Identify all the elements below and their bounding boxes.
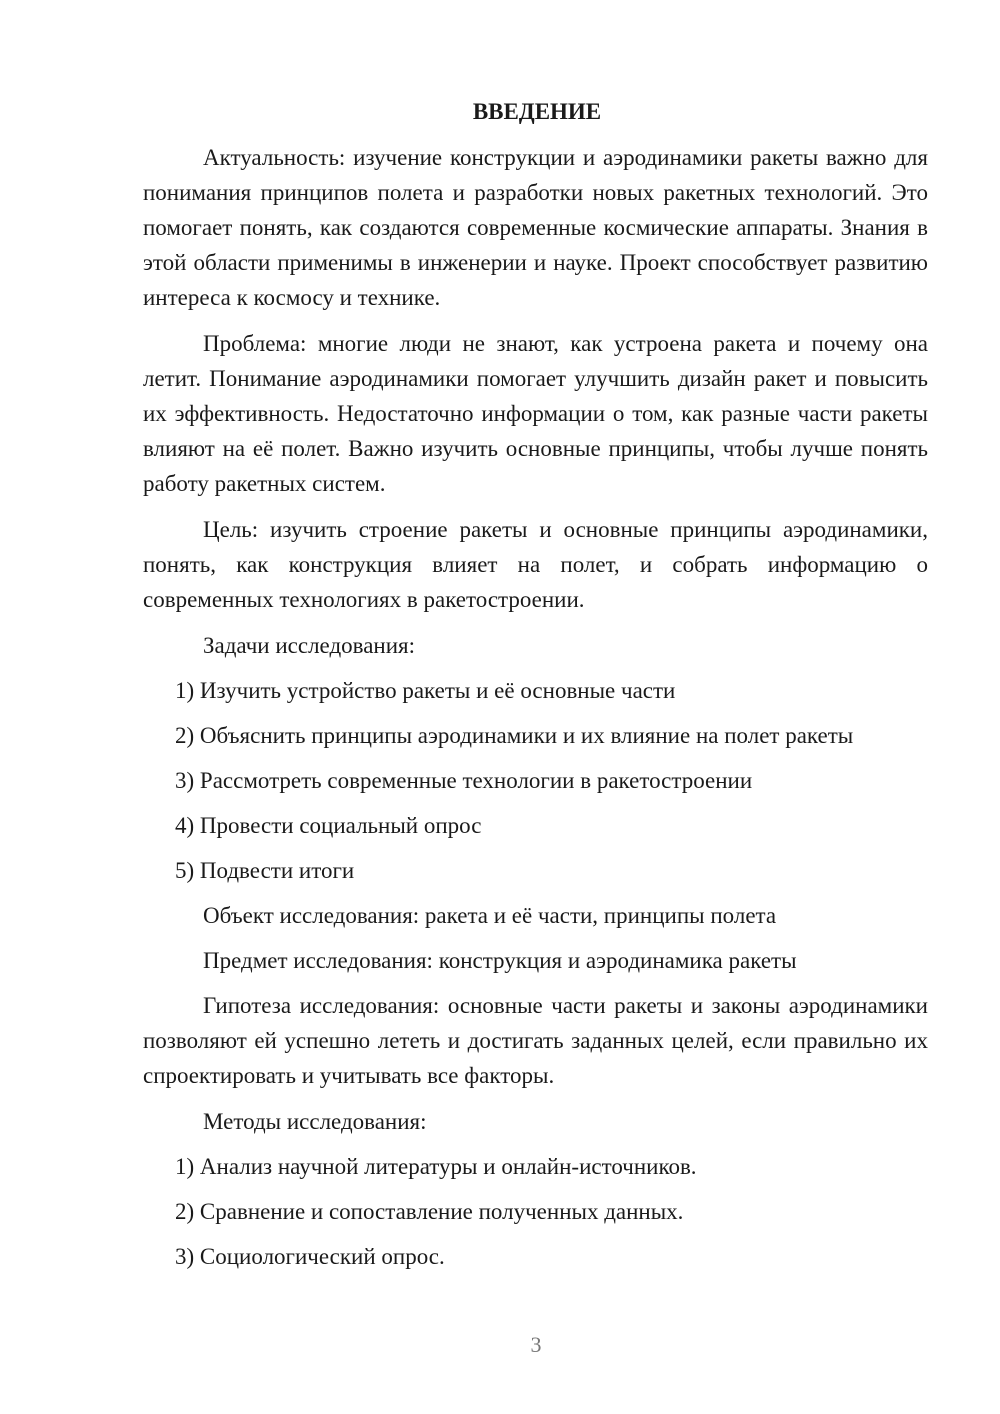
tasks-heading: Задачи исследования: bbox=[203, 633, 416, 658]
object-line: Объект исследования: ракета и её части, принципы полета bbox=[203, 903, 777, 928]
task-item: 1) Изучить устройство ракеты и её основные части bbox=[175, 678, 676, 703]
task-item: 3) Рассмотреть современные технологии в ракетостроении bbox=[175, 768, 753, 793]
page-number: 3 bbox=[530, 1332, 542, 1357]
section-title: ВВЕДЕНИЕ bbox=[472, 99, 602, 124]
hypothesis-paragraph: Гипотеза исследования: основные части ракеты и законы аэродинамики позволяют ей успешно лететь и достигать заданных целей, если правильно их спроектировать и учитывать все факторы. bbox=[143, 993, 928, 1088]
task-item: 4) Провести социальный опрос bbox=[175, 813, 482, 838]
problem-paragraph: Проблема: многие люди не знают, как устроена ракета и почему она летит. Понимание аэродинамики помогает улучшить дизайн ракет и повысить их эффективность. Недостаточно информации о том, как разные части ракеты влияют на её полет. Важно изучить основные принципы, чтобы лучше понять работу ракетных систем. bbox=[143, 331, 928, 496]
method-item: 3) Социологический опрос. bbox=[175, 1244, 445, 1269]
methods-heading: Методы исследования: bbox=[203, 1109, 427, 1134]
subject-line: Предмет исследования: конструкция и аэродинамика ракеты bbox=[203, 948, 797, 973]
relevance-paragraph: Актуальность: изучение конструкции и аэродинамики ракеты важно для понимания принципов полета и разработки новых ракетных технологий. Это помогает понять, как создаются современные космические аппараты. Знания в этой области применимы в инженерии и науке. Проект способствует развитию интереса к космосу и технике. bbox=[143, 145, 928, 310]
goal-paragraph: Цель: изучить строение ракеты и основные принципы аэродинамики, понять, как конструкция влияет на полет, и собрать информацию о современных технологиях в ракетостроении. bbox=[143, 517, 928, 612]
task-item: 2) Объяснить принципы аэродинамики и их влияние на полет ракеты bbox=[175, 723, 854, 748]
task-item: 5) Подвести итоги bbox=[175, 858, 355, 883]
method-item: 1) Анализ научной литературы и онлайн-источников. bbox=[175, 1154, 697, 1179]
method-item: 2) Сравнение и сопоставление полученных данных. bbox=[175, 1199, 684, 1224]
page-content bbox=[143, 94, 928, 1284]
